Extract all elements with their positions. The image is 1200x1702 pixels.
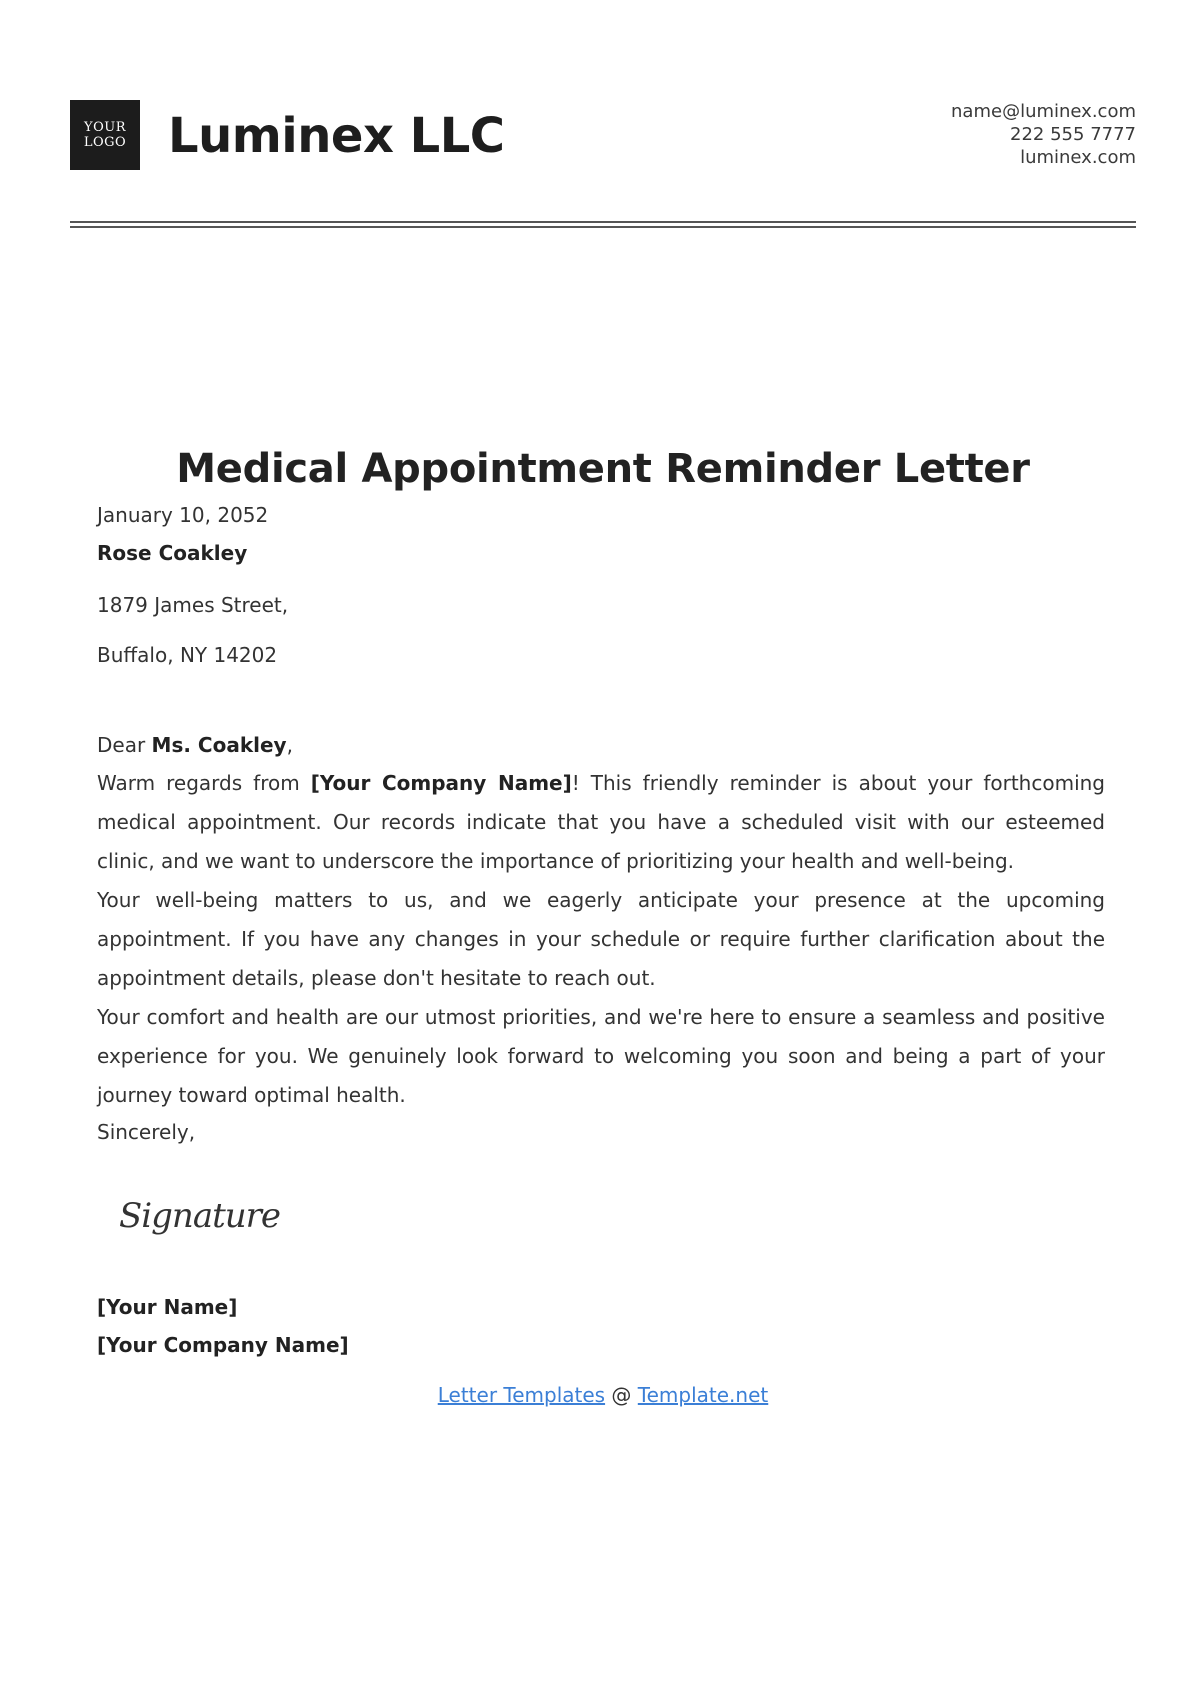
salutation [97,730,293,760]
template-credit [0,1380,1200,1410]
sender-company: [Your Company Name] [97,1333,349,1357]
letterhead [70,100,1136,172]
credit-separator: @ [605,1383,638,1407]
signature: Signature [119,1196,281,1236]
header-divider-bottom [70,226,1136,228]
salutation-name: Ms. Coakley [151,733,287,757]
letter-templates-link[interactable]: Letter Templates [437,1383,606,1407]
paragraph-1 [97,764,1105,881]
paragraph-1-company: [Your Company Name] [310,771,572,795]
recipient-address-line1: 1879 James Street, [97,593,289,617]
paragraph-3: Your comfort and health are our utmost priorities, and we're here to ensure a seamless and positive experience for you. We genuinely look forward to welcoming you soon and being a part of your journey toward optimal health. [97,1005,1105,1107]
company-logo [70,100,140,170]
logo-text-line1: YOUR [84,120,126,135]
contact-block [951,100,1136,169]
paragraph-1-text: ! This friendly reminder is about your forthcoming medical appointment. Our records indicate that you have a scheduled visit with our esteemed clinic, and we want to underscore the importance of prioritizing your health and well-being. [97,771,1105,873]
letter-title: Medical Appointment Reminder Letter [176,446,1030,492]
recipient-name: Rose Coakley [97,541,248,565]
contact-email: name@luminex.com [951,101,1136,122]
paragraph-1-prefix: Warm regards from [97,771,311,795]
contact-phone: 222 555 7777 [1010,124,1136,145]
closing: Sincerely, [97,1120,196,1144]
letter-date: January 10, 2052 [97,503,269,527]
logo-text-line2: LOGO [83,135,127,150]
recipient-address-line2: Buffalo, NY 14202 [97,643,278,667]
header-divider-top [70,221,1136,223]
salutation-prefix: Dear [97,733,152,757]
paragraph-2: Your well-being matters to us, and we eagerly anticipate your presence at the upcoming appointment. If you have any changes in your schedule or require further clarification about the appointment details, please don't hesitate to reach out. [97,888,1105,990]
salutation-suffix: , [286,733,293,757]
template-net-link[interactable]: Template.net [637,1383,769,1407]
company-name: Luminex LLC [168,108,505,164]
sender-name: [Your Name] [97,1295,238,1319]
contact-website: luminex.com [1020,147,1136,168]
